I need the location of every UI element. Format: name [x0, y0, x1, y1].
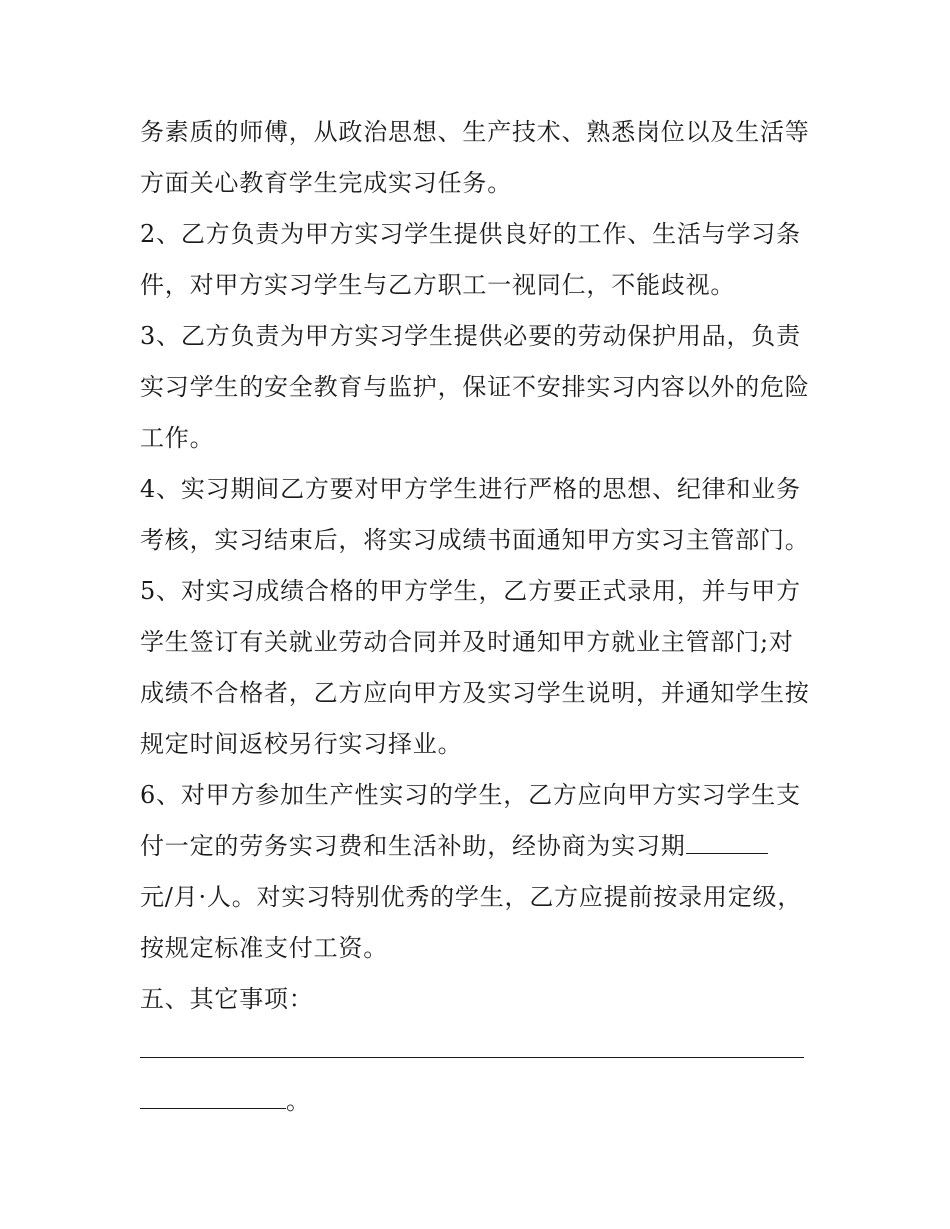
other-matters-blank[interactable]: [140, 1027, 804, 1058]
text-line: 务素质的师傅，从政治思想、生产技术、熟悉岗位以及生活等: [140, 118, 810, 146]
text-line: 2、乙方负责为甲方实习学生提供良好的工作、生活与学习条: [140, 220, 801, 248]
amount-blank[interactable]: [686, 823, 768, 854]
text-line: 方面关心教育学生完成实习任务。: [140, 169, 512, 197]
text-line: 3、乙方负责为甲方实习学生提供必要的劳动保护用品，负责: [140, 322, 801, 350]
text-line: 成绩不合格者，乙方应向甲方及实习学生说明，并通知学生按: [140, 679, 810, 707]
text-line: 元/月·人。对实习特别优秀的学生，乙方应提前按录用定级，: [140, 883, 803, 911]
text-line: 4、实习期间乙方要对甲方学生进行严格的思想、纪律和业务: [140, 475, 801, 503]
text-line: 6、对甲方参加生产性实习的学生，乙方应向甲方实习学生支: [140, 781, 801, 809]
text-line: 实习学生的安全教育与监护，保证不安排实习内容以外的危险: [140, 373, 810, 401]
text-line: 规定时间返校另行实习择业。: [140, 730, 463, 758]
section-heading: 五、其它事项：: [140, 985, 314, 1013]
text-line: 件，对甲方实习学生与乙方职工一视同仁，不能歧视。: [140, 271, 736, 299]
text-line: 按规定标准支付工资。: [140, 934, 388, 962]
other-matters-closing-line: [140, 1076, 820, 1127]
text-line: 学生签订有关就业劳动合同并及时通知甲方就业主管部门;对: [140, 628, 794, 656]
text-line: 5、对实习成绩合格的甲方学生，乙方要正式录用，并与甲方: [140, 577, 801, 605]
other-matters-blank-continued[interactable]: [140, 1078, 286, 1109]
text-line: 工作。: [140, 424, 215, 452]
payment-line: [140, 821, 820, 872]
other-matters-blank-line: [140, 1025, 820, 1076]
contract-text: [140, 107, 820, 1127]
closing-punctuation: 。: [286, 1087, 311, 1115]
text-line: 考核，实习结束后，将实习成绩书面通知甲方实习主管部门。: [140, 526, 810, 554]
payment-text: 付一定的劳务实习费和生活补助，经协商为实习期: [140, 832, 686, 860]
